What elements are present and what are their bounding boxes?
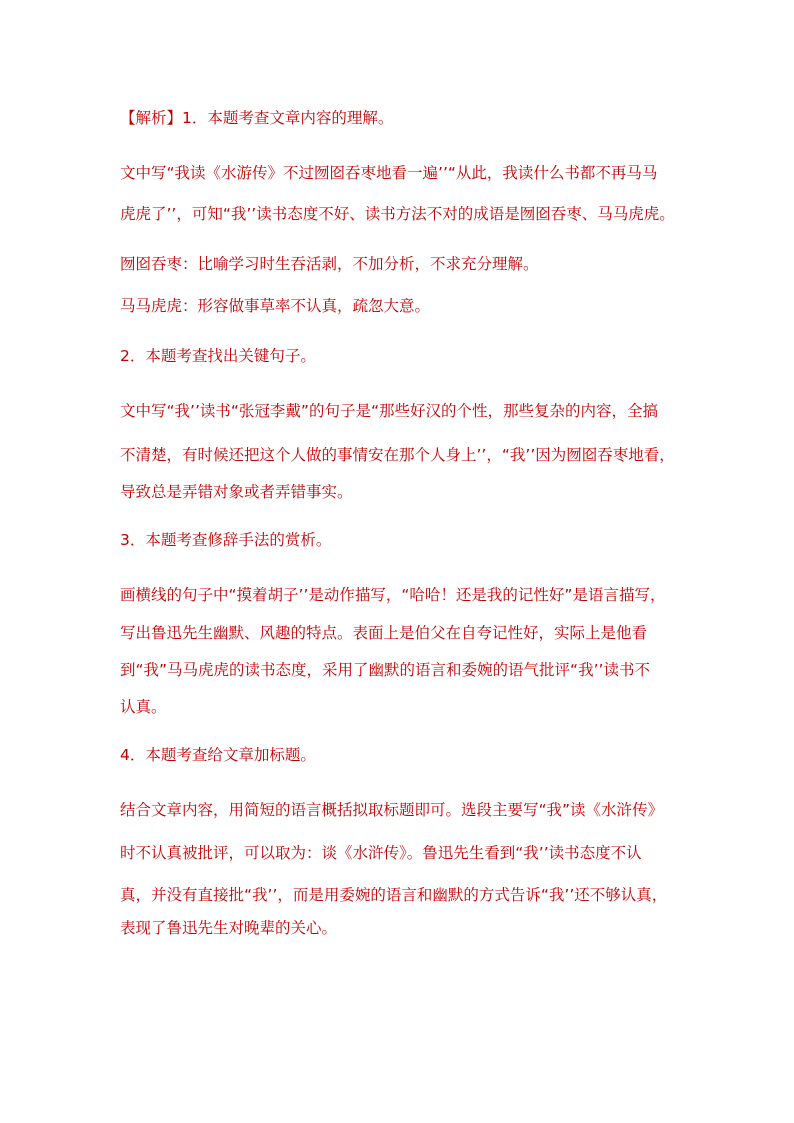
paragraph-line: 结合文章内容，用简短的语言概括拟取标题即可。选段主要写“我”读《水浒传》 <box>120 801 664 819</box>
paragraph-line: 表现了鲁迅先生对晚辈的关心。 <box>120 919 338 937</box>
paragraph-line: 画横线的句子中“摸着胡子’’是动作描写，“哈哈！还是我的记性好”是语言描写， <box>120 586 666 604</box>
paragraph-line: 真，并没有直接批“我’’，而是用委婉的语言和幽默的方式告诉“我’’还不够认真， <box>120 886 668 904</box>
paragraph-line: 文中写“我读《水游传》不过囫囵吞枣地看一遍’’“从此，我读什么书都不再马马 <box>120 164 658 182</box>
paragraph-line: 写出鲁迅先生幽默、风趣的特点。表面上是伯父在自夸记性好，实际上是他看 <box>120 624 648 642</box>
question-heading: 4．本题考查给文章加标题。 <box>120 746 316 764</box>
paragraph-line: 时不认真被批评，可以取为：谈《水浒传》。鲁迅先生看到“我’’读书态度不认 <box>120 844 642 862</box>
paragraph-line: 文中写“我’’读书“张冠李戴”的句子是“那些好汉的个性，那些复杂的内容，全搞 <box>120 402 658 420</box>
definition-line: 马马虎虎：形容做事草率不认真，疏忽大意。 <box>120 297 431 315</box>
analysis-heading: 【解析】1．本题考查文章内容的理解。 <box>120 109 394 127</box>
paragraph-line: 导致总是弄错对象或者弄错事实。 <box>120 483 353 501</box>
paragraph-line: 认真。 <box>120 698 167 716</box>
question-heading: 2．本题考查找出关键句子。 <box>120 347 316 365</box>
paragraph-line: 虎虎了’’，可知“我’’读书态度不好、读书方法不对的成语是囫囵吞枣、马马虎虎。 <box>120 205 675 223</box>
question-heading: 3．本题考查修辞手法的赏析。 <box>120 531 332 549</box>
definition-line: 囫囵吞枣：比喻学习时生吞活剥，不加分析，不求充分理解。 <box>120 255 539 273</box>
paragraph-line: 不清楚，有时候还把这个人做的事情安在那个人身上’’，“我’’因为囫囵吞枣地看， <box>120 446 675 464</box>
paragraph-line: 到“我”马马虎虎的读书态度，采用了幽默的语言和委婉的语气批评“我’’读书不 <box>120 661 650 679</box>
